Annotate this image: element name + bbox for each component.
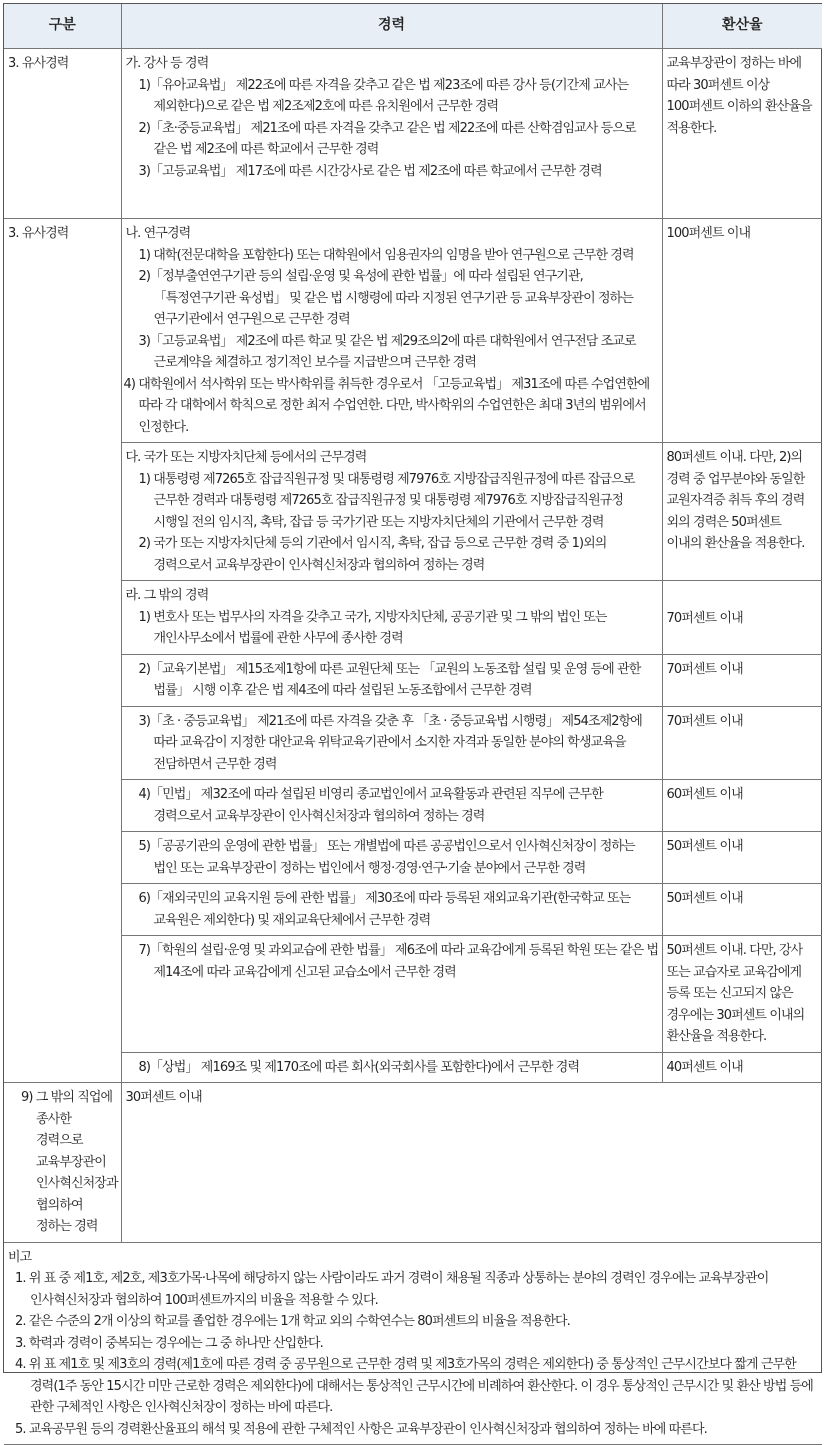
notes-cell bbox=[4, 1242, 822, 1445]
rate-text: 50퍼센트 이내 bbox=[666, 839, 743, 854]
table-row bbox=[4, 706, 822, 780]
rate-text: 교육부장관이 정하는 바에 따라 30퍼센트 이상 100퍼센트 이하의 환산율을 적용한다. bbox=[666, 56, 812, 136]
note-item: 4. 위 표 제1호 및 제3호의 경력(제1호에 따른 경력 중 공무원으로 근무한 경력 및 제3호가목의 경력은 제외한다) 중 통상적인 근무시간보다 짧게 근무한 경력(1주 동안 15시간 미만 근로한 경력은 제외한다)에 대해서는 통상적인 근무시간에 비례하여 환산한다. 이 경우 통상적인 근무시간 및 환산 방법 등에 관한 구체적인 사항은 인사혁신처장이 정하는 바에 따른다. bbox=[15, 1357, 813, 1415]
category-cell: 3. 유사경력 bbox=[4, 49, 121, 219]
career-cell bbox=[121, 219, 662, 443]
notes-row bbox=[4, 1242, 822, 1445]
list-item: 9) 그 밖의 직업에 종사한 경력으로 교육부장관이 인사혁신처장과 협의하여 정하는 경력 bbox=[21, 1090, 118, 1234]
rate-text: 40퍼센트 이내 bbox=[666, 1059, 743, 1075]
note-item: 5. 교육공무원 등의 경력환산율표의 해석 및 적용에 관한 구체적인 사항은 교육부장관이 인사혁신처장과 협의하여 정하는 바에 따른다. bbox=[15, 1421, 707, 1437]
list-item: 2)「초·중등교육법」 제21조에 따른 자격을 갖추고 같은 법 제22조에 따른 산학겸임교사 등으로 같은 법 제2조에 따른 학교에서 근무한 경력 bbox=[138, 120, 636, 157]
rate-cell bbox=[662, 1052, 822, 1083]
list-item: 8)「상법」 제169조 및 제170조에 따른 회사(외국회사를 포함한다)에서 근무한 경력 bbox=[138, 1059, 580, 1075]
career-cell bbox=[121, 780, 662, 832]
rate-cell bbox=[662, 706, 822, 780]
rate-text: 70퍼센트 이내 bbox=[666, 661, 743, 677]
list-item: 3)「초 · 중등교육법」 제21조에 따른 자격을 갖춘 후 「초 · 중등교육법 시행령」 제54조제2항에 따라 교육감이 지정한 대안교육 위탁교육기관에서 소지한 자격과 동일한 분야의 학생교육을 전담하면서 근무한 경력 bbox=[138, 713, 642, 772]
rate-cell bbox=[662, 581, 822, 655]
career-cell bbox=[121, 832, 662, 884]
list-item: 6)「재외국민의 교육지원 등에 관한 법률」 제30조에 따라 등록된 재외교육기관(한국학교 또는 교육원은 제외한다) 및 재외교육단체에서 근무한 경력 bbox=[138, 891, 631, 928]
list-item: 1)「유아교육법」 제22조에 따른 자격을 갖추고 같은 법 제23조에 따른 강사 등(기간제 교사는 제외한다)으로 같은 법 제2조제2호에 따른 유치원에서 근무한 경력 bbox=[138, 77, 629, 114]
rate-cell bbox=[662, 884, 822, 936]
table-row bbox=[4, 49, 822, 219]
rate-text: 70퍼센트 이내 bbox=[666, 713, 743, 729]
career-cell bbox=[121, 936, 662, 1053]
rate-cell bbox=[662, 780, 822, 832]
career-cell bbox=[121, 706, 662, 780]
category-cell: 3. 유사경력 bbox=[4, 219, 121, 1083]
table-row bbox=[4, 581, 822, 655]
rate-text: 50퍼센트 이내 bbox=[666, 891, 743, 906]
list-item: 2)「교육기본법」 제15조제1항에 따른 교원단체 또는 「교원의 노동조합 설립 및 운영 등에 관한 법률」 시행 이후 같은 법 제4조에 따라 설립된 노동조합에서 근무한 경력 bbox=[138, 661, 641, 698]
table-row bbox=[4, 936, 822, 1053]
section-heading: 다. 국가 또는 지방자치단체 등에서의 근무경력 bbox=[125, 450, 367, 465]
rate-text: 50퍼센트 이내. 다만, 강사 또는 교습자로 교육감에게 등록 또는 신고되지 않은 경우에는 30퍼센트 이내의 환산율을 적용한다. bbox=[666, 943, 805, 1044]
career-cell bbox=[4, 1083, 121, 1243]
rate-cell bbox=[662, 936, 822, 1053]
rate-cell bbox=[662, 219, 822, 443]
notes-title: 비고 bbox=[8, 1249, 32, 1265]
career-cell bbox=[121, 443, 662, 581]
career-cell bbox=[121, 654, 662, 706]
table-row bbox=[4, 832, 822, 884]
table-row bbox=[4, 219, 822, 443]
list-item: 3)「고등교육법」 제17조에 따른 시간강사로 같은 법 제2조에 따른 학교에서 근무한 경력 bbox=[138, 163, 602, 179]
rate-cell bbox=[662, 832, 822, 884]
list-item: 7)「학원의 설립·운영 및 과외교습에 관한 법률」 제6조에 따라 교육감에게 등록된 학원 또는 같은 법 제14조에 따라 교육감에게 신고된 교습소에서 근무한 경력 bbox=[138, 943, 659, 980]
career-cell bbox=[121, 581, 662, 655]
rate-text: 70퍼센트 이내 bbox=[666, 611, 743, 626]
rate-text: 100퍼센트 이내 bbox=[666, 226, 751, 241]
rate-cell bbox=[662, 654, 822, 706]
list-item: 2)「정부출연연구기관 등의 설립·운영 및 육성에 관한 법률」에 따라 설립된 연구기관, 「특정연구기관 육성법」 및 같은 법 시행령에 따라 지정된 연구기관 등 교육부장관이 정하는 연구기관에서 연구원으로 근무한 경력 bbox=[138, 269, 633, 327]
note-item: 2. 같은 수준의 2개 이상의 학교를 졸업한 경우에는 1개 학교 외의 수학연수는 80퍼센트의 비율을 적용한다. bbox=[15, 1314, 570, 1329]
section-heading: 가. 강사 등 경력 bbox=[125, 56, 209, 71]
rate-cell bbox=[662, 49, 822, 219]
table-row bbox=[4, 654, 822, 706]
section-heading: 라. 그 밖의 경력 bbox=[125, 588, 209, 603]
career-cell bbox=[121, 1052, 662, 1083]
table-row bbox=[4, 443, 822, 581]
list-item: 4) 대학원에서 석사학위 또는 박사학위를 취득한 경우로서 「고등교육법」 제31조에 따른 수업연한에 따라 각 대학에서 학칙으로 정한 최저 수업연한. 다만, 박사학위의 수업연한은 최대 3년의 범위에서 인정한다. bbox=[123, 376, 650, 435]
note-item: 1. 위 표 중 제1호, 제2호, 제3호가목·나목에 해당하지 않는 사람이라도 과거 경력이 채용될 직종과 상통하는 분야의 경력인 경우에는 교육부장관이 인사혁신처장과 협의하여 100퍼센트까지의 비율을 적용할 수 있다. bbox=[15, 1271, 769, 1308]
list-item: 2) 국가 또는 지방자치단체 등의 기관에서 임시직, 촉탁, 잡급 등으로 근무한 경력 중 1)외의 경력으로서 교육부장관이 인사혁신처장과 협의하여 정하는 경력 bbox=[138, 536, 607, 573]
table-row bbox=[4, 1083, 822, 1243]
rate-text: 80퍼센트 이내. 다만, 2)의 경력 중 업무분야와 동일한 교원자격증 취득 후의 경력 외의 경력은 50퍼센트 이내의 환산율을 적용한다. bbox=[666, 450, 805, 551]
career-conversion-table bbox=[4, 4, 822, 1445]
career-cell bbox=[121, 884, 662, 936]
rate-cell bbox=[662, 443, 822, 581]
header-rate: 환산율 bbox=[662, 4, 822, 49]
header-category: 구분 bbox=[4, 4, 121, 49]
list-item: 1) 대통령령 제7265호 잡급직원규정 및 대통령령 제7976호 지방잡급직원규정에 따른 잡급으로 근무한 경력과 대통령령 제7265호 잡급직원규정 및 대통령령 제7976호 지방잡급직원규정 시행일 전의 임시직, 촉탁, 잡급 등 국가기관 또는 지방자치단체의 기관에서 근무한 경력 bbox=[138, 471, 635, 530]
rate-cell bbox=[121, 1083, 662, 1243]
list-item: 4)「민법」 제32조에 따라 설립된 비영리 종교법인에서 교육활동과 관련된 직무에 근무한 경력으로서 교육부장관이 인사혁신처장과 협의하여 정하는 경력 bbox=[138, 787, 603, 824]
note-item: 3. 학력과 경력이 중복되는 경우에는 그 중 하나만 산입한다. bbox=[15, 1335, 323, 1351]
list-item: 1) 대학(전문대학을 포함한다) 또는 대학원에서 임용권자의 임명을 받아 연구원으로 근무한 경력 bbox=[138, 247, 634, 263]
rate-text: 60퍼센트 이내 bbox=[666, 787, 743, 802]
career-cell bbox=[121, 49, 662, 219]
header-career: 경력 bbox=[121, 4, 662, 49]
table-row bbox=[4, 780, 822, 832]
career-conversion-table-frame bbox=[3, 3, 822, 1437]
list-item: 3)「고등교육법」 제2조에 따른 학교 및 같은 법 제29조의2에 따른 대학원에서 연구전담 조교로 근로계약을 체결하고 정기적인 보수를 지급받으며 근무한 경력 bbox=[138, 333, 636, 370]
rate-text: 30퍼센트 이내 bbox=[125, 1090, 202, 1105]
table-row bbox=[4, 884, 822, 936]
list-item: 5)「공공기관의 운영에 관한 법률」 또는 개별법에 따른 공공법인으로서 인사혁신처장이 정하는 법인 또는 교육부장관이 정하는 법인에서 행정·경영·연구·기술 분야에서 근무한 경력 bbox=[138, 839, 635, 876]
table-header-row bbox=[4, 4, 822, 49]
table-row bbox=[4, 1052, 822, 1083]
section-heading: 나. 연구경력 bbox=[125, 226, 191, 241]
list-item: 1) 변호사 또는 법무사의 자격을 갖추고 국가, 지방자치단체, 공공기관 및 그 밖의 법인 또는 개인사무소에서 법률에 관한 사무에 종사한 경력 bbox=[138, 609, 607, 646]
